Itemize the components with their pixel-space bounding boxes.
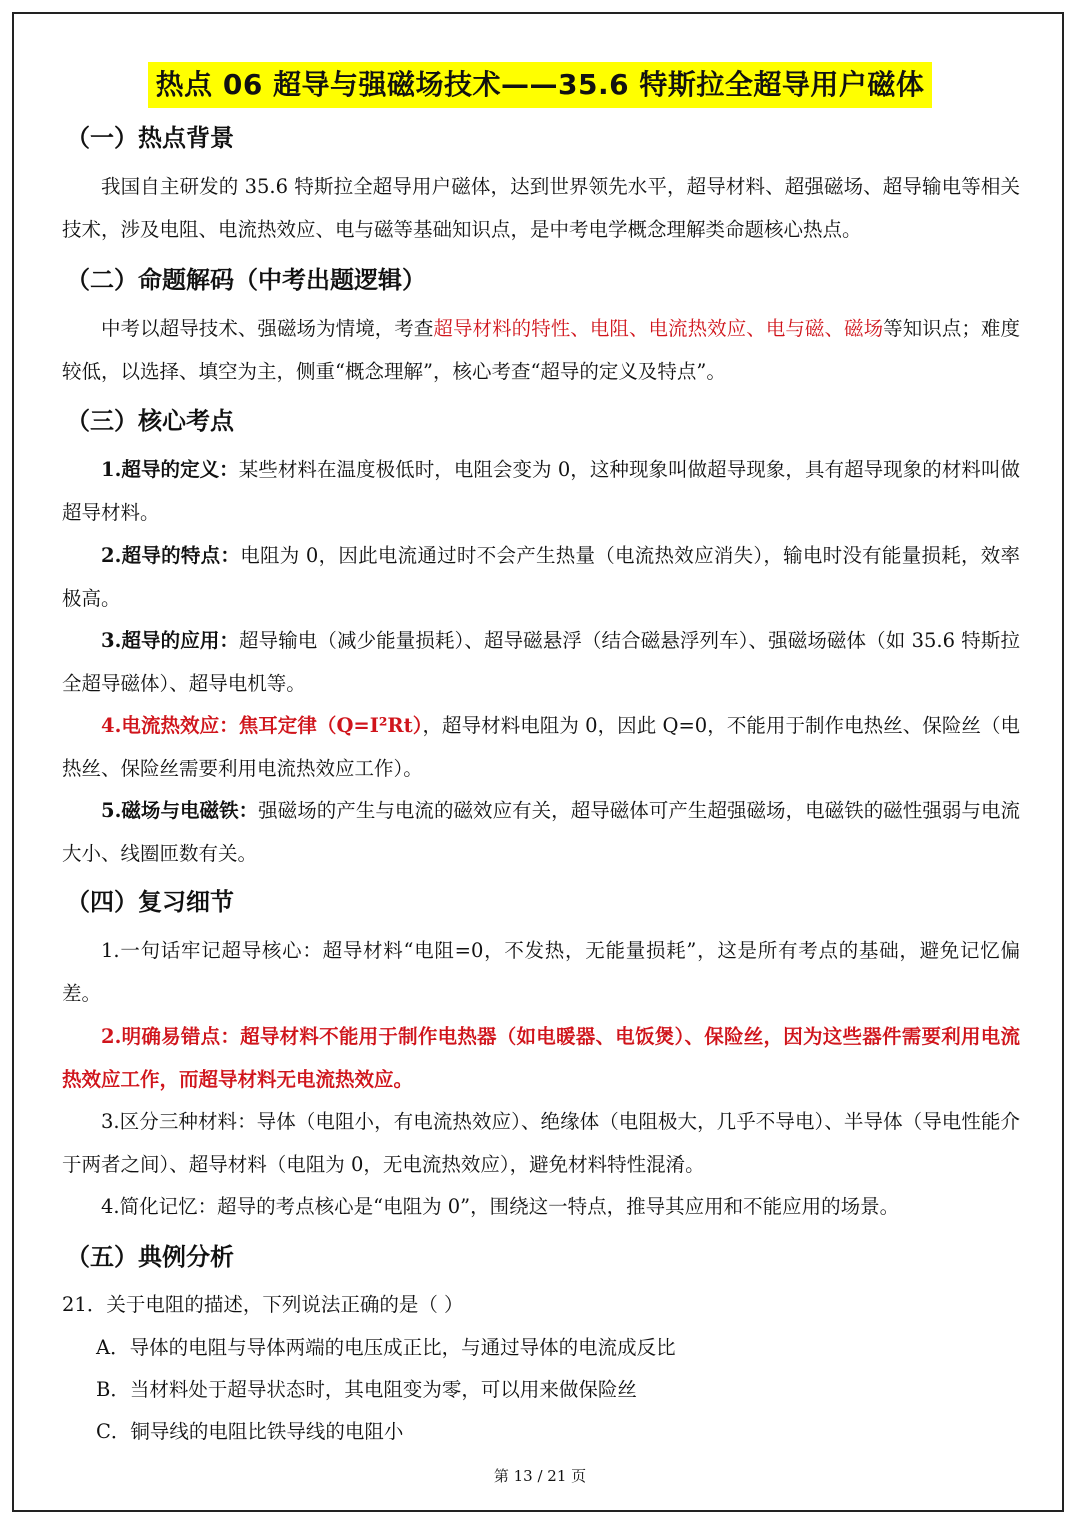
option-c: C．铜导线的电阻比铁导线的电阻小 xyxy=(96,1420,404,1443)
core-point-4 xyxy=(62,704,1020,790)
review-point-1: 1.一句话牢记超导核心：超导材料“电阻=0，不发热，无能量损耗”，这是所有考点的基础，避免记忆偏差。 xyxy=(62,939,1020,1005)
section-heading-example: （五）典例分析 xyxy=(66,1243,234,1271)
page-title: 热点 06 超导与强磁场技术——35.6 特斯拉全超导用户磁体 xyxy=(148,62,933,108)
section-heading-review: （四）复习细节 xyxy=(66,888,234,916)
proposition-text-a: 中考以超导技术、强磁场为情境，考查 xyxy=(101,317,434,340)
section-heading-proposition: （二）命题解码（中考出题逻辑） xyxy=(66,266,426,294)
core-point-3-label: 3.超导的应用： xyxy=(101,629,240,652)
core-point-5 xyxy=(62,789,1020,875)
section-heading-background: （一）热点背景 xyxy=(66,124,234,152)
review-point-3: 3.区分三种材料：导体（电阻小，有电流热效应）、绝缘体（电阻极大，几乎不导电）、半导体（导电性能介于两者之间）、超导材料（电阻为 0，无电流热效应），避免材料特性混淆。 xyxy=(62,1110,1020,1176)
proposition-text-b: 等知识点；难度较低，以选择、填空为主，侧重“概念理解”，核心考查“超导的定义及特点”。 xyxy=(62,317,1020,383)
core-point-3-text: 超导输电（减少能量损耗）、超导磁悬浮（结合磁悬浮列车）、强磁场磁体（如 35.6 特斯拉全超导磁体）、超导电机等。 xyxy=(62,629,1020,695)
paragraph-background: 我国自主研发的 35.6 特斯拉全超导用户磁体，达到世界领先水平，超导材料、超强磁场、超导输电等相关技术，涉及电阻、电流热效应、电与磁等基础知识点，是中考电学概念理解类命题核心热点。 xyxy=(62,175,1020,241)
option-b: B．当材料处于超导状态时，其电阻变为零，可以用来做保险丝 xyxy=(96,1378,637,1401)
section-heading-core-points: （三）核心考点 xyxy=(66,407,234,435)
core-point-4-text: ，超导材料电阻为 0，因此 Q=0，不能用于制作电热丝、保险丝（电热丝、保险丝需要利用电流热效应工作）。 xyxy=(62,714,1020,780)
proposition-highlight: 超导材料的特性、电阻、电流热效应、电与磁、磁场 xyxy=(433,317,884,340)
core-point-2 xyxy=(62,534,1020,620)
title-wrapper xyxy=(0,62,1080,108)
page-number: 第 13 / 21 页 xyxy=(493,1467,587,1485)
core-point-1 xyxy=(62,448,1020,534)
core-point-2-label: 2.超导的特点： xyxy=(101,544,241,567)
example-question: 21．关于电阻的描述，下列说法正确的是（ ） xyxy=(62,1293,464,1316)
core-point-5-text: 强磁场的产生与电流的磁效应有关，超导磁体可产生超强磁场，电磁铁的磁性强弱与电流大小、线圈匝数有关。 xyxy=(62,799,1020,865)
review-point-2: 2.明确易错点：超导材料不能用于制作电热器（如电暖器、电饭煲）、保险丝，因为这些器件需要利用电流热效应工作，而超导材料无电流热效应。 xyxy=(62,1025,1020,1091)
paragraph-proposition xyxy=(62,307,1020,393)
core-point-3 xyxy=(62,619,1020,705)
core-point-1-label: 1.超导的定义： xyxy=(101,458,239,481)
review-point-4: 4.简化记忆：超导的考点核心是“电阻为 0”，围绕这一特点，推导其应用和不能应用的场景。 xyxy=(101,1195,900,1218)
core-point-2-text: 电阻为 0，因此电流通过时不会产生热量（电流热效应消失），输电时没有能量损耗，效率极高。 xyxy=(62,544,1020,610)
core-point-4-label: 4.电流热效应：焦耳定律（Q=I²Rt） xyxy=(101,714,423,737)
core-point-1-text: 某些材料在温度极低时，电阻会变为 0，这种现象叫做超导现象，具有超导现象的材料叫做超导材料。 xyxy=(62,458,1020,524)
option-a: A．导体的电阻与导体两端的电压成正比，与通过导体的电流成反比 xyxy=(96,1336,676,1359)
core-point-5-label: 5.磁场与电磁铁： xyxy=(101,799,259,822)
